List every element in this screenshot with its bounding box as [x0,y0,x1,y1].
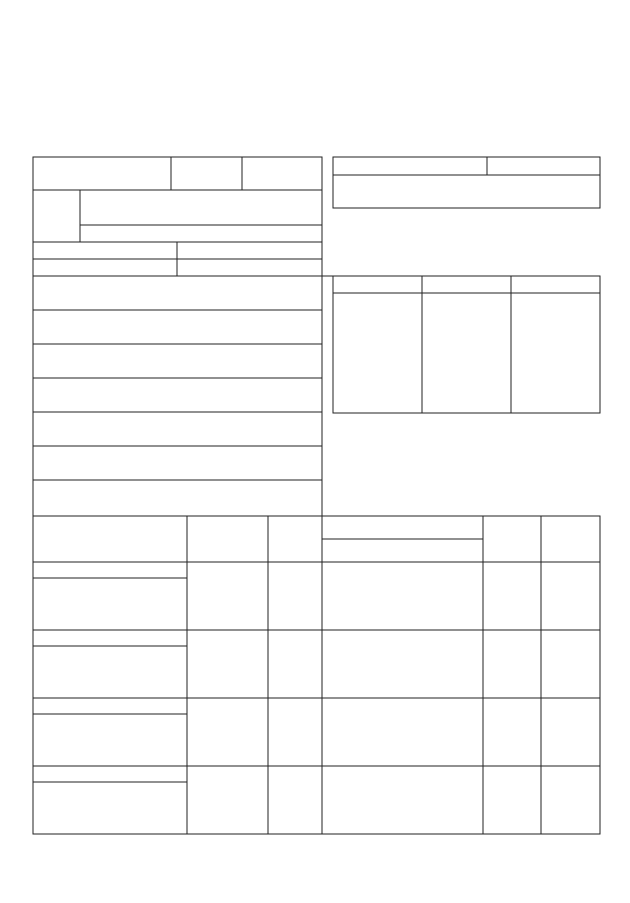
reasons-table-border [333,276,600,413]
persons-table-border [33,516,600,834]
change-date-box-border [333,157,600,208]
